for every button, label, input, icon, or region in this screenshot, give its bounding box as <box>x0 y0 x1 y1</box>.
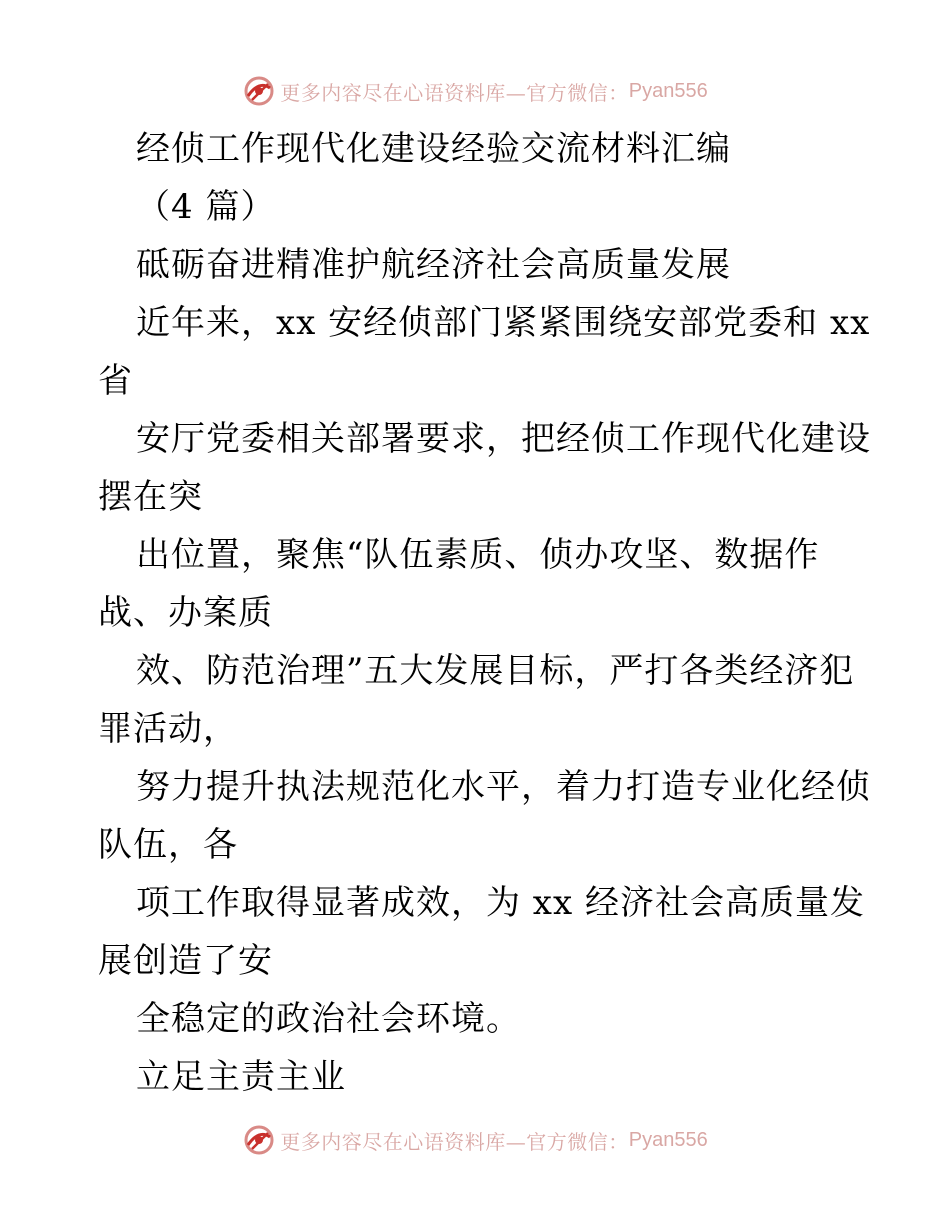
paragraph-line: 省 <box>98 361 133 401</box>
paragraph-line: 近年来，xx 安经侦部门紧紧围绕安部党委和 xx <box>136 303 871 343</box>
watermark-wechat-id: Pyan556 <box>628 1128 708 1151</box>
paragraph-line: 罪活动， <box>98 709 238 749</box>
watermark-wechat-id: Pyan556 <box>628 79 708 102</box>
paragraph-line: 队伍，各 <box>98 825 238 865</box>
document-title: 经侦工作现代化建设经验交流材料汇编 <box>136 129 731 169</box>
document-subtitle: （4 篇） <box>136 187 276 227</box>
watermark-text: 更多内容尽在心语资料库—官方微信： <box>280 1129 629 1154</box>
paragraph-line: 战、办案质 <box>98 593 273 633</box>
section-heading: 砥砺奋进精准护航经济社会高质量发展 <box>136 245 731 285</box>
brand-logo-icon <box>242 1123 276 1157</box>
paragraph-line: 项工作取得显著成效，为 xx 经济社会高质量发 <box>136 883 865 923</box>
paragraph-line: 展创造了安 <box>98 941 273 981</box>
brand-logo-icon <box>242 74 276 108</box>
document-body <box>98 120 871 1106</box>
section-heading: 立足主责主业 <box>136 1057 346 1097</box>
paragraph-line: 安厅党委相关部署要求，把经侦工作现代化建设 <box>136 419 871 459</box>
paragraph-line: 出位置，聚焦“队伍素质、侦办攻坚、数据作 <box>136 535 820 575</box>
header-watermark <box>0 71 950 111</box>
paragraph-line: 效、防范治理”五大发展目标，严打各类经济犯 <box>136 651 855 691</box>
watermark-text: 更多内容尽在心语资料库—官方微信： <box>280 80 629 105</box>
paragraph-line: 摆在突 <box>98 477 203 517</box>
paragraph-line: 全稳定的政治社会环境。 <box>136 999 521 1039</box>
footer-watermark <box>0 1120 950 1160</box>
paragraph-line: 努力提升执法规范化水平，着力打造专业化经侦 <box>136 767 871 807</box>
